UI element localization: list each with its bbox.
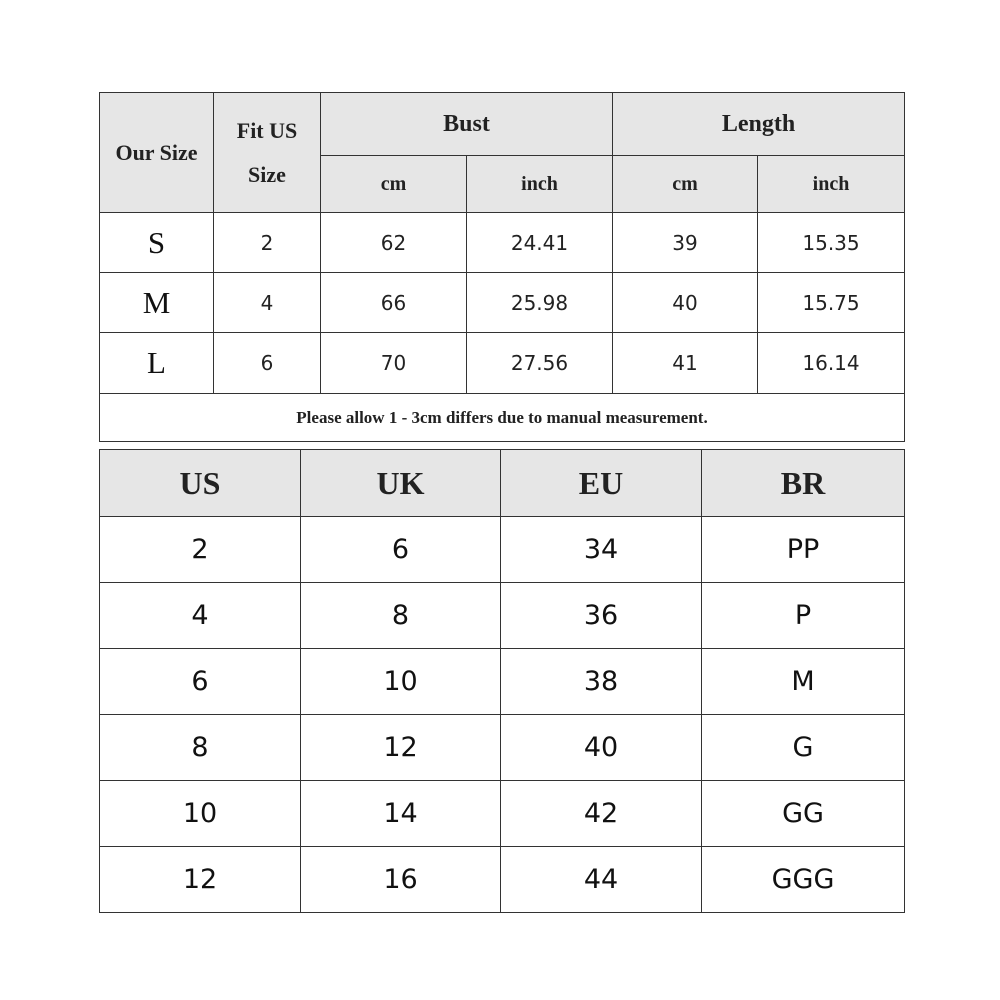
- table-row: [100, 649, 905, 715]
- eu-cell: 44: [501, 847, 702, 913]
- uk-cell: 14: [301, 781, 501, 847]
- br-cell: GGG: [702, 847, 905, 913]
- eu-cell: 40: [501, 715, 702, 781]
- uk-cell: 8: [301, 583, 501, 649]
- size-conversion-table: [99, 449, 905, 913]
- measurement-note: Please allow 1 - 3cm differs due to manual measurement.: [100, 394, 905, 442]
- us-cell: 4: [100, 583, 301, 649]
- table-row: [100, 333, 905, 394]
- us-cell: 6: [100, 649, 301, 715]
- br-cell: M: [702, 649, 905, 715]
- fit-us-cell: 4: [214, 273, 321, 333]
- us-cell: 10: [100, 781, 301, 847]
- uk-cell: 12: [301, 715, 501, 781]
- size-cell: M: [100, 273, 214, 333]
- header-fit-us-size-line2: Size: [248, 161, 286, 187]
- header-length-cm: cm: [613, 156, 758, 213]
- table-row: [100, 583, 905, 649]
- eu-cell: 34: [501, 517, 702, 583]
- header-length: Length: [613, 93, 905, 156]
- header-length-inch: inch: [758, 156, 905, 213]
- fit-us-cell: 2: [214, 213, 321, 273]
- us-cell: 2: [100, 517, 301, 583]
- br-cell: PP: [702, 517, 905, 583]
- table-row: [100, 213, 905, 273]
- length-inch-cell: 15.35: [758, 213, 905, 273]
- table-row: [100, 517, 905, 583]
- br-cell: P: [702, 583, 905, 649]
- header-eu: EU: [501, 450, 702, 517]
- table-row: [100, 847, 905, 913]
- header-us: US: [100, 450, 301, 517]
- br-cell: G: [702, 715, 905, 781]
- length-cm-cell: 39: [613, 213, 758, 273]
- bust-inch-cell: 27.56: [467, 333, 613, 394]
- bust-inch-cell: 25.98: [467, 273, 613, 333]
- size-cell: S: [100, 213, 214, 273]
- header-bust-cm: cm: [321, 156, 467, 213]
- size-chart-table: [99, 92, 905, 442]
- length-cm-cell: 41: [613, 333, 758, 394]
- header-fit-us-size: [214, 93, 321, 213]
- header-uk: UK: [301, 450, 501, 517]
- table-row: [100, 273, 905, 333]
- header-our-size: Our Size: [100, 93, 214, 213]
- header-bust-inch: inch: [467, 156, 613, 213]
- bust-cm-cell: 66: [321, 273, 467, 333]
- header-bust: Bust: [321, 93, 613, 156]
- us-cell: 8: [100, 715, 301, 781]
- uk-cell: 6: [301, 517, 501, 583]
- length-cm-cell: 40: [613, 273, 758, 333]
- bust-cm-cell: 70: [321, 333, 467, 394]
- eu-cell: 42: [501, 781, 702, 847]
- bust-inch-cell: 24.41: [467, 213, 613, 273]
- table-row: [100, 781, 905, 847]
- eu-cell: 36: [501, 583, 702, 649]
- header-br: BR: [702, 450, 905, 517]
- length-inch-cell: 16.14: [758, 333, 905, 394]
- bust-cm-cell: 62: [321, 213, 467, 273]
- table-row: [100, 715, 905, 781]
- size-cell: L: [100, 333, 214, 394]
- fit-us-cell: 6: [214, 333, 321, 394]
- us-cell: 12: [100, 847, 301, 913]
- eu-cell: 38: [501, 649, 702, 715]
- uk-cell: 16: [301, 847, 501, 913]
- br-cell: GG: [702, 781, 905, 847]
- uk-cell: 10: [301, 649, 501, 715]
- length-inch-cell: 15.75: [758, 273, 905, 333]
- header-fit-us-size-line1: Fit US: [236, 117, 298, 143]
